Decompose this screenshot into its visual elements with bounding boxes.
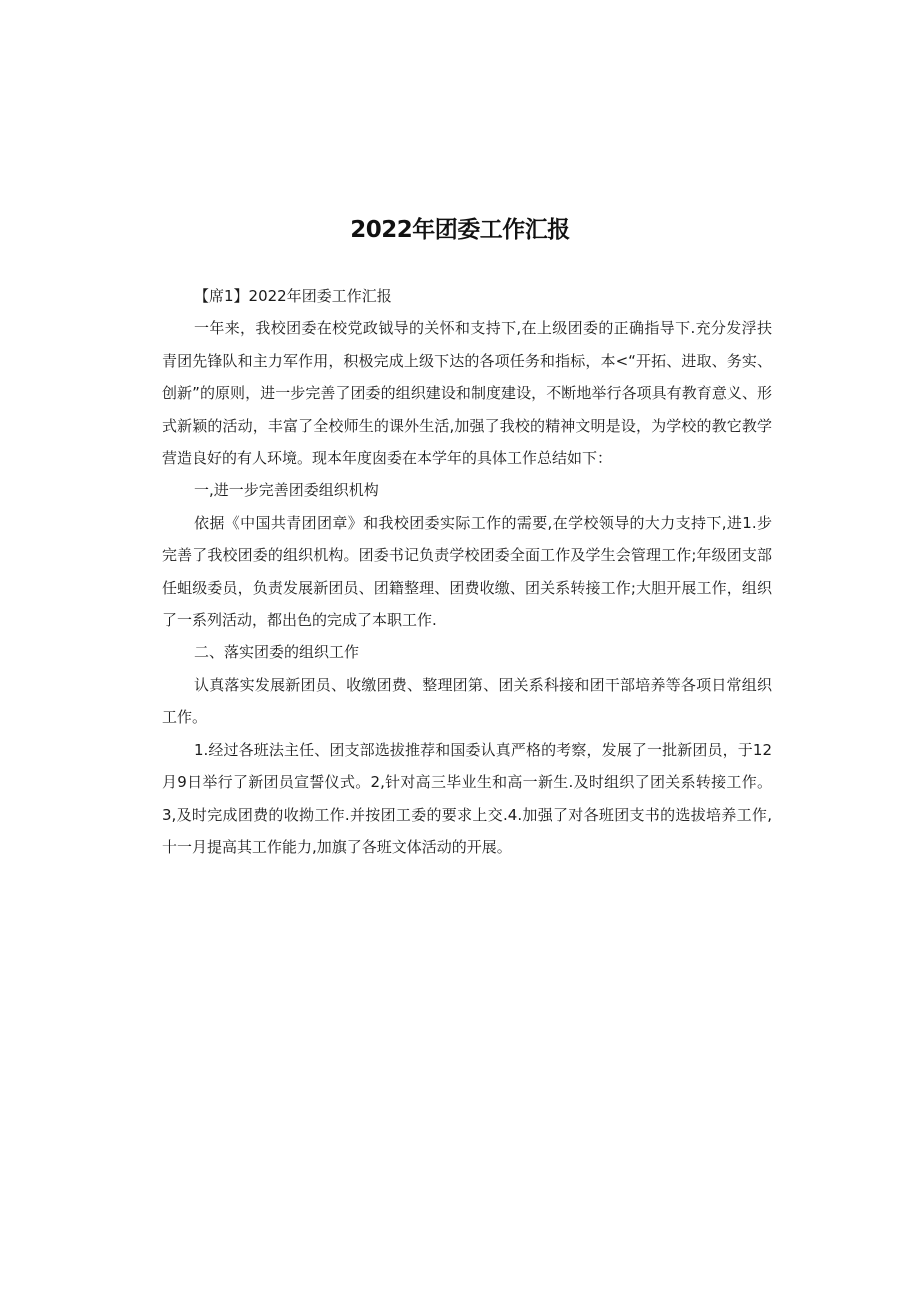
document-body bbox=[162, 280, 772, 863]
section-2-paragraph: 认真落实发展新团员、收缴团费、整理团第、团关系科接和团干部培养等各项日常组织工作。 bbox=[162, 675, 772, 727]
section-label: 【席1】2022年团委工作汇报 bbox=[194, 287, 392, 305]
section-1-paragraph: 依据《中国共青团团章》和我校团委实际工作的需要,在学校领导的大力支持下,进1.步完善了我校团委的组织机构。团委书记负责学校团委全面工作及学生会管理工作;年级团支部任蛆级委员，负责发展新团员、团籍整理、团费收缴、团关系转接工作;大胆开展工作，组织了一系列活动，都出色的完成了本职工作. bbox=[162, 513, 772, 630]
section-heading-1: 一,进一步完善团委组织机构 bbox=[194, 481, 379, 500]
section-2-details-paragraph: 1.经过各班法主任、团支部选拔推荐和国委认真严格的考察，发展了一批新团员，于12月9日举行了新团员宣誓仪式。2,针对高三毕业生和高一新生.及时组织了团关系转接工作。3,及时完成团费的收拗工作.并按团工委的要求上交.4.加强了对各班团支书的选拔培养工作,十一月提高其工作能力,加旗了各班文体活动的开展。 bbox=[162, 740, 772, 856]
intro-paragraph: 一年来，我校团委在校党政钺导的关怀和支持下,在上级团委的正确指导下.充分发浮扶青团先锋队和主力军作用，积极完成上级下达的各项任务和指标，本<“开拓、进取、务实、创新”的原则，进一步完善了团委的组织建设和制度建设，不断地举行各项具有教育意义、形式新颖的活动，丰富了全校师生的课外生活,加强了我校的精神文明是设，为学校的教它教学营造良好的有人环境。现本年度囱委在本学年的具体工作总结如下： bbox=[162, 319, 772, 468]
document-title: 2022年团委工作汇报 bbox=[350, 217, 570, 243]
section-heading-2: 二、落实团委的组织工作 bbox=[194, 643, 360, 662]
